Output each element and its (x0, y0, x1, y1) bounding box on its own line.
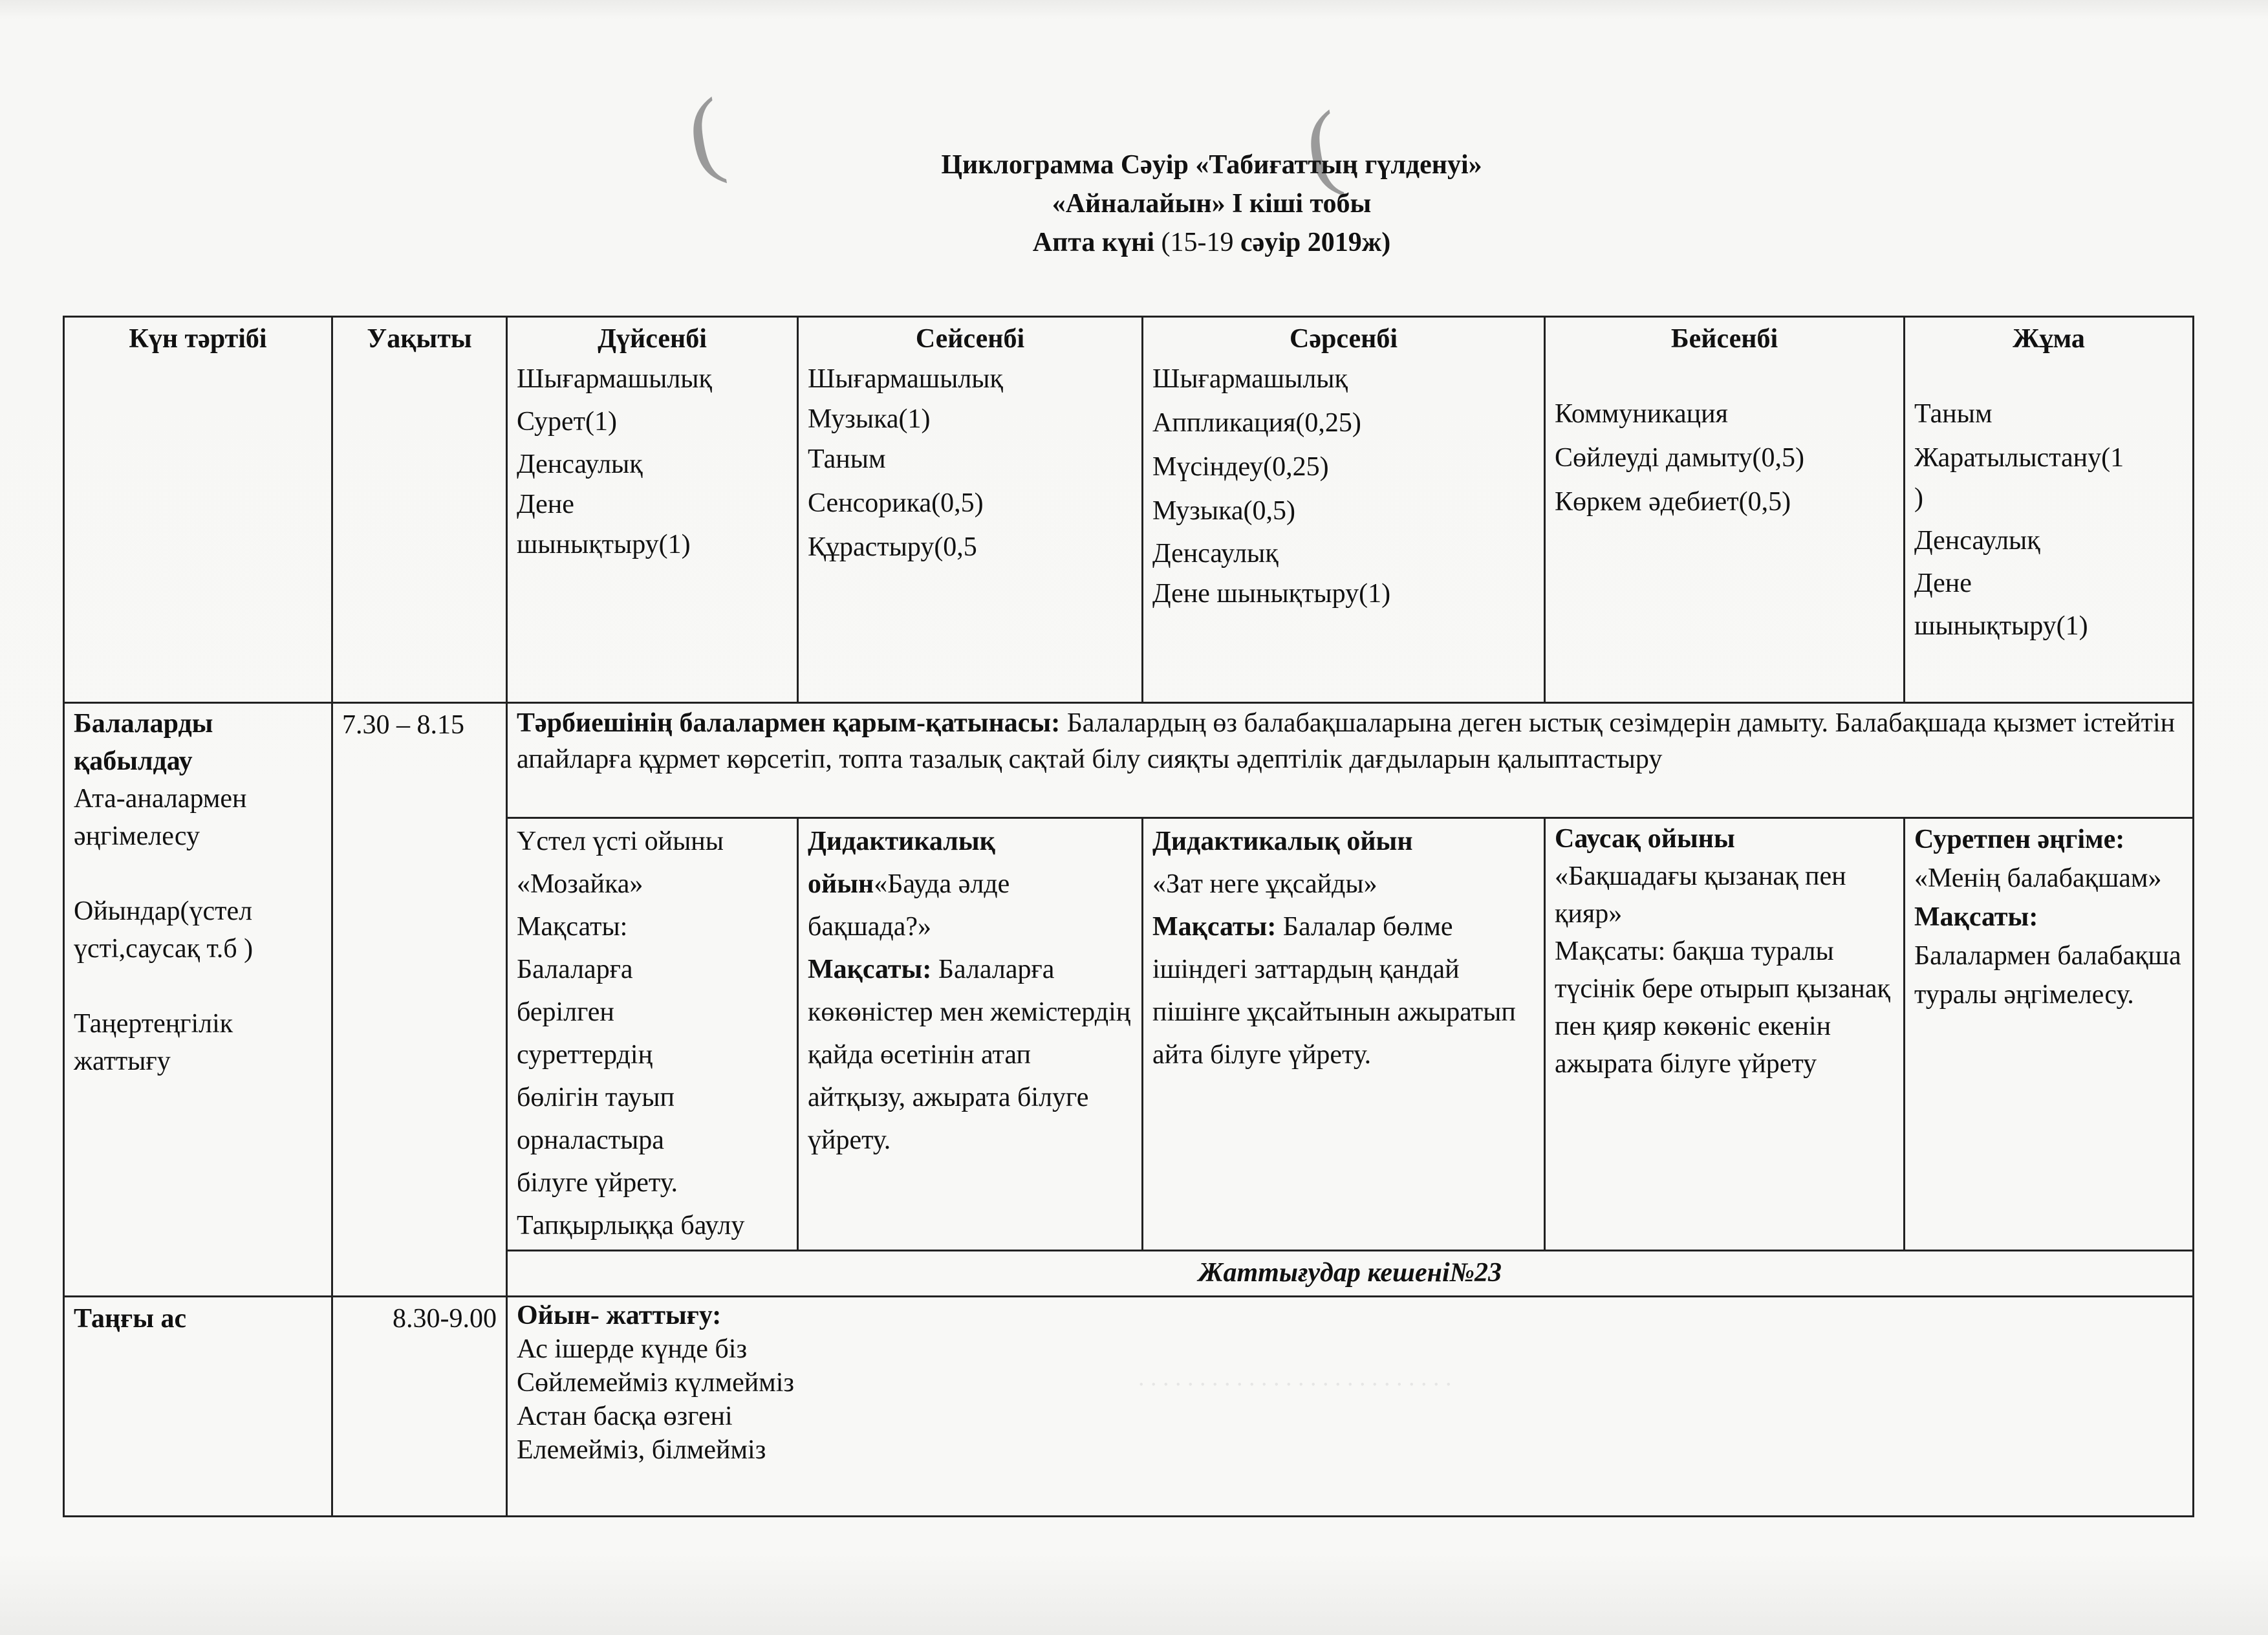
day-subjects (1914, 359, 2183, 646)
routine-line: Таңертеңгілік (74, 1009, 233, 1039)
subject-line: шынықтыру(1) (1914, 611, 2088, 641)
day-name: Бейсенбі (1670, 324, 1778, 354)
subject-line: Денсаулық (517, 449, 643, 479)
goal-label: Мақсаты: (1152, 912, 1277, 942)
game-line: орналастыра (517, 1125, 664, 1155)
breakfast-time: 8.30-9.00 (393, 1304, 497, 1334)
reception-routine-cell (64, 703, 332, 1297)
game-goal (1152, 905, 1535, 1076)
routine-title: Балаларды (74, 709, 213, 739)
game-goal (808, 948, 1132, 1162)
game-line: бөлігін тауып (517, 1083, 675, 1112)
breakfast-routine-cell (64, 1297, 332, 1517)
game-name: «Зат неге ұқсайды» (1152, 869, 1377, 899)
poem-line: Сөйлемейміз күлмейміз (517, 1368, 795, 1398)
game-title: Дидактикалық (808, 827, 995, 856)
reception-time-cell (332, 703, 507, 1297)
subject-line: Коммуникация (1555, 399, 1728, 429)
game-title: Суретпен әңгіме: (1914, 825, 2125, 854)
communication-text: Балалардың өз балабақшаларына деген ыстық сезімдерін дамыту. Балабақшада қызмет істейтін апайларға құрмет көрсетіп, топта тазалық сақтай білу сияқты әдептілік дағдыларын қалыптастыру (517, 708, 2176, 774)
game-line: Балаларға (517, 955, 633, 984)
subject-line (1914, 359, 2183, 394)
table-header-row (64, 317, 2194, 703)
game-line: «Мозайка» (517, 869, 643, 899)
poem-line: Елемейміз, білмейміз (517, 1435, 766, 1465)
routine-title: қабылдау (74, 746, 193, 776)
day-name: Дүйсенбі (598, 324, 707, 354)
day-subjects (1152, 359, 1535, 614)
goal-text: Балалар бөлме ішіндегі заттардың қандай пішінге ұқсайтынын ажыратып айта білуге үйрету. (1152, 912, 1516, 1070)
breakfast-activity-cell (507, 1297, 2194, 1517)
game-cell-monday (507, 818, 798, 1251)
game-exercise-label: Ойын- жаттығу: (517, 1301, 722, 1330)
subject-line: Сурет(1) (517, 407, 617, 437)
document-title-block (0, 146, 2268, 262)
poem-line: Ас ішерде күнде біз (517, 1334, 748, 1364)
game-title: ойын (808, 869, 874, 899)
subject-line: Музыка(0,5) (1152, 496, 1295, 526)
routine-line: Ойындар(үстел (74, 896, 253, 926)
subject-line: Мүсіндеу(0,25) (1152, 452, 1329, 482)
subject-line (1555, 359, 1894, 394)
game-line: берілген (517, 997, 614, 1027)
game-title: Саусақ ойыны (1555, 824, 1735, 854)
goal-label: Мақсаты: (1914, 902, 2038, 932)
day-name: Сәрсенбі (1290, 324, 1398, 354)
breakfast-activity (517, 1299, 2183, 1467)
scan-artifact-mark: ( (1297, 90, 1348, 202)
day-subjects (1555, 359, 1894, 522)
goal-text: Балалармен балабақша туралы әңгімелесу. (1914, 941, 2181, 1010)
game-line: Тапқырлыққа баулу (517, 1211, 745, 1240)
subject-line: Шығармашылық (517, 364, 712, 394)
subject-line: Шығармашылық (1152, 364, 1348, 394)
exercise-complex: Жаттығудар кешені№23 (1198, 1258, 1502, 1288)
game-name: «Бақшадағы қызанақ пен қияр» (1555, 861, 1846, 929)
day-name: Сейсенбі (915, 324, 1025, 354)
scan-artifact-mark: ( (679, 77, 730, 189)
subject-line: Шығармашылық (808, 364, 1003, 394)
day-name: Жұма (2013, 324, 2085, 354)
subject-line: Сенсорика(0,5) (808, 488, 984, 518)
goal-text: Балаларға көкөністер мен жемістердің қайда өсетінін атап айтқызу, ажырата білуге үйрету. (808, 955, 1131, 1155)
breakfast-time-cell (332, 1297, 507, 1517)
game-name: «Бауда әлде бақшада?» (808, 869, 1010, 942)
subject-line: Жаратылыстану(1 (1914, 443, 2124, 473)
title-line-2: «Айналайын» І кіші тобы (1052, 189, 1372, 219)
game-name: «Менің балабақшам» (1914, 863, 2162, 893)
day-subjects (517, 359, 788, 565)
title-line-3: Апта күні (15-19 сәуір 2019ж) (1032, 228, 1391, 257)
routine-line: жаттығу (74, 1046, 171, 1076)
routine-line (74, 968, 322, 1005)
header-day-monday (507, 317, 798, 703)
breakfast-row (64, 1297, 2194, 1517)
communication-label: Тәрбиешінің балалармен қарым-қатынасы: (517, 708, 1061, 738)
subject-line: Денсаулық (1914, 526, 2040, 556)
game-cell-wednesday (1143, 818, 1545, 1251)
game-cell-thursday (1545, 818, 1905, 1251)
day-subjects (808, 359, 1132, 567)
header-day-thursday (1545, 317, 1905, 703)
subject-line: Аппликация(0,25) (1152, 408, 1361, 438)
game-title: Дидактикалық ойын (1152, 827, 1413, 856)
exercise-complex-cell (507, 1251, 2194, 1297)
game-line: білуге үйрету. (517, 1168, 678, 1198)
breakfast-routine: Таңғы ас (74, 1304, 187, 1334)
subject-line: Көркем әдебиет(0,5) (1555, 487, 1791, 517)
cyclogram-table (63, 316, 2194, 1517)
game-cell-friday (1905, 818, 2194, 1251)
header-time: Уақыты (367, 324, 472, 354)
subject-line: Құрастыру(0,5 (808, 532, 977, 562)
subject-line: Таным (808, 444, 886, 474)
header-day-friday (1905, 317, 2194, 703)
header-routine: Күн тәртібі (129, 324, 267, 354)
communication-cell (507, 703, 2194, 818)
subject-line: ) (1914, 483, 1923, 513)
header-day-tuesday (798, 317, 1143, 703)
game-line: суреттердің (517, 1040, 653, 1070)
subject-line: Таным (1914, 399, 1993, 429)
game-line: Үстел үсті ойыны (517, 827, 724, 856)
routine-line: үсті,саусақ т.б ) (74, 934, 254, 964)
subject-line: Денсаулық (1152, 539, 1279, 568)
subject-line: Дене (517, 490, 574, 519)
reception-routine (74, 705, 322, 1080)
reception-communication-row (64, 703, 2194, 818)
subject-line: Дене шынықтыру(1) (1152, 579, 1391, 609)
subject-line: Сөйлеуді дамыту(0,5) (1555, 443, 1805, 473)
routine-line (74, 855, 322, 893)
subject-line: шынықтыру(1) (517, 530, 691, 559)
game-goal (1914, 898, 2183, 1014)
title-line-1: Циклограмма Сәуір «Табиғаттың гүлденуі» (941, 150, 1482, 180)
routine-line: әңгімелесу (74, 821, 200, 851)
poem-line: Астан басқа өзгені (517, 1402, 733, 1431)
routine-line: Ата-аналармен (74, 784, 247, 814)
game-monday (517, 820, 788, 1247)
subject-line: Музыка(1) (808, 404, 931, 434)
subject-line: Дене (1914, 568, 1972, 598)
reception-time: 7.30 – 8.15 (342, 710, 464, 740)
header-day-wednesday (1143, 317, 1545, 703)
header-time-cell (332, 317, 507, 703)
header-routine-cell (64, 317, 332, 703)
game-cell-tuesday (798, 818, 1143, 1251)
game-line: Мақсаты: (517, 912, 628, 942)
goal-text: Мақсаты: бақша туралы түсінік бере отырып қызанақ пен қияр көкөніс екенін ажырата білуге үйрету (1555, 937, 1890, 1079)
goal-label: Мақсаты: (808, 955, 932, 984)
